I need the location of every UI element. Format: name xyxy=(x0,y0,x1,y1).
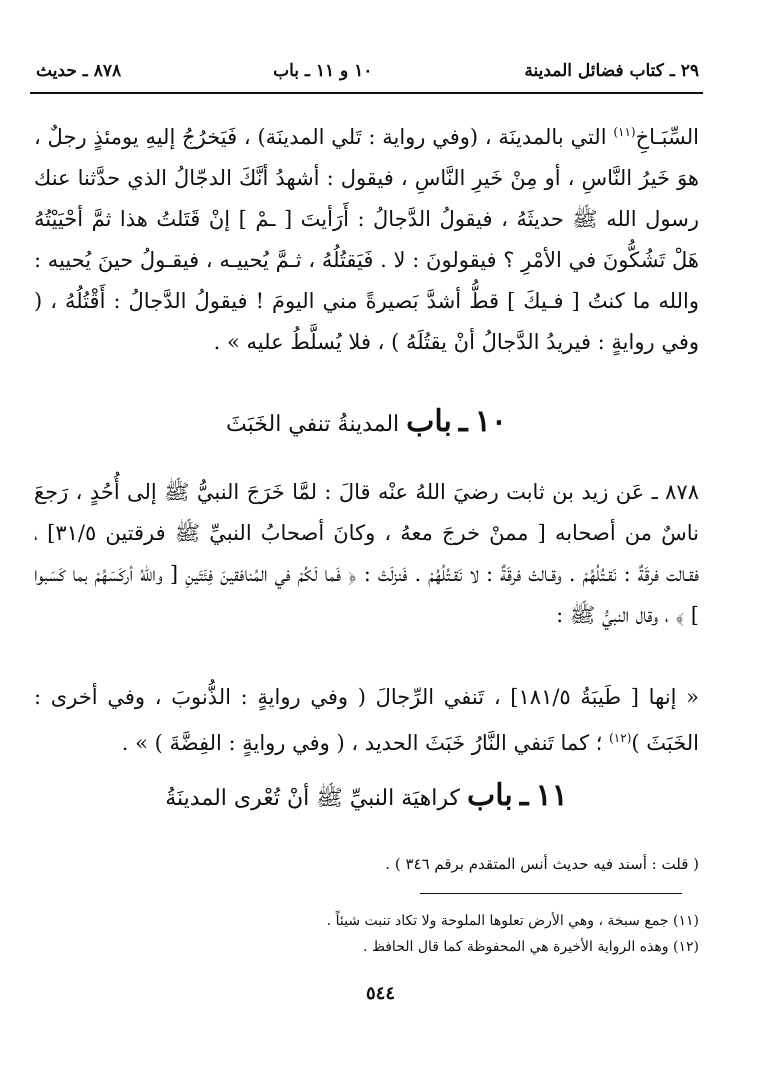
chapter-11-keyword: باب xyxy=(466,778,513,813)
running-head-hadith: ٨٧٨ ـ حديث xyxy=(36,61,122,81)
hadith-878-quote-end: ؛ كما تَنفي النَّارُ خَبَثَ الحديد ، ( وفي روايةٍ : الفِضَّةَ ) » . xyxy=(121,731,610,755)
running-head xyxy=(36,56,699,86)
footnote-ref-11: (١١) xyxy=(613,125,636,139)
footnote-12: (١٢) وهذه الرواية الأخيرة هي المحفوظة كما قال الحافظ . xyxy=(363,939,699,955)
hadith-continuation-text: التي بالمدينَة ، (وفي رواية : تَلي المدينَة) ، فَيَخرُجُ إليهِ يومئذٍ رجلٌ ، هوَ خَيرُ النَّاسِ ، أو مِنْ خَيرِ النَّاسِ ، فيقول : أشهدُ أنَّكَ الدجّالُ الذي حدَّثنا عنك رسول الله ﷺ حديثَهُ ، فيقولُ الدَّجالُ : أَرَأيتَ [ ـمْ ] إنْ قَتَلتُ هذا ثمَّ أحْيَيْتُهُ هَلْ تَشُكُّونَ في الأمْرِ ؟ فيقولونَ : لا . فَيَقتُلُهُ ، ثـمَّ يُحييـه ، فيقـولُ حينَ يُحييه : والله ما كنتُ [ فـيكَ ] قطُّ أشدَّ بَصيرةً مني اليومَ ! فيقولُ الدَّجالُ : أَقْتُلُهُ ، ( وفي روايةٍ : فيريدُ الدَّجالُ أنْ يقتُلَهُ ) ، فلا يُسلَّطُ عليه » . xyxy=(34,125,699,354)
hadith-878-quote xyxy=(34,677,699,764)
editor-note: ( قلت : أسند فيه حديث أنس المتقدم برقم ٣٤٦ ) . xyxy=(385,855,699,873)
chapter-11-dash: ـ xyxy=(519,778,529,813)
chapter-10-keyword: باب xyxy=(406,404,452,439)
hadith-878: ٨٧٨ ـ عَن زيد بن ثابت رضيَ اللهُ عنْه قالَ : لمَّا خَرَجَ النبيُّ ﷺ إلى أُحُدٍ ، رَجعَ ناسٌ من أصحابه [ ممنْ خرجَ معهُ ، وكانَ أصحابُ النبيِّ ﷺ فرقتين ٣١/٥] ، فقـالت فرقَةٌ : نَقـتُلُهُمْ . وقـالتْ فرقَةٌ : لا نَقـتُلُهُمْ . فَنزلَتْ : ﴿ فَما لَكُمْ في المُنافقينَ فِئَتَينِ [ واللهُ أركَسَهُمْ بما كَسَبوا ] ﴾ ، وقال النبيُّ ﷺ : xyxy=(34,480,699,627)
footnote-rule xyxy=(420,893,682,894)
chapter-11-number: ١١ xyxy=(535,778,568,813)
hadith-continuation xyxy=(34,112,699,363)
chapter-heading-11 xyxy=(34,778,699,816)
chapter-10-dash: ـ xyxy=(458,404,468,439)
header-rule xyxy=(30,92,703,94)
footnote-11: (١١) جمع سبخة ، وهي الأرض تعلوها الملوحة ولا تكاد تنبت شيئاً . xyxy=(326,913,699,929)
footnote-ref-12: (١٢) xyxy=(609,731,632,745)
chapter-10-number: ١٠ xyxy=(474,404,507,439)
running-head-sections: ١٠ و ١١ ـ باب xyxy=(273,61,373,81)
running-head-chapter: ٢٩ ـ كتاب فضائل المدينة xyxy=(524,61,699,81)
footnotes xyxy=(34,908,699,960)
hadith-878-quote-start: « إنها [ طَيبَةُ ١٨١/٥] ، تَنفي الرِّجالَ ( وفي روايةٍ : الذُّنوبَ ، وفي أخرى : الخَبَثَ ) xyxy=(34,685,699,755)
chapter-heading-10 xyxy=(34,404,699,439)
chapter-10-title: المدينةُ تنفي الخَبَثَ xyxy=(226,412,400,437)
hadith-continuation-start: السِّبَـاخِ xyxy=(635,125,699,149)
chapter-11-title: كراهيَة النبيِّ ﷺ أنْ تُعْرى المدينَةُ xyxy=(165,786,460,811)
page-number: ٥٤٤ xyxy=(365,983,395,1004)
